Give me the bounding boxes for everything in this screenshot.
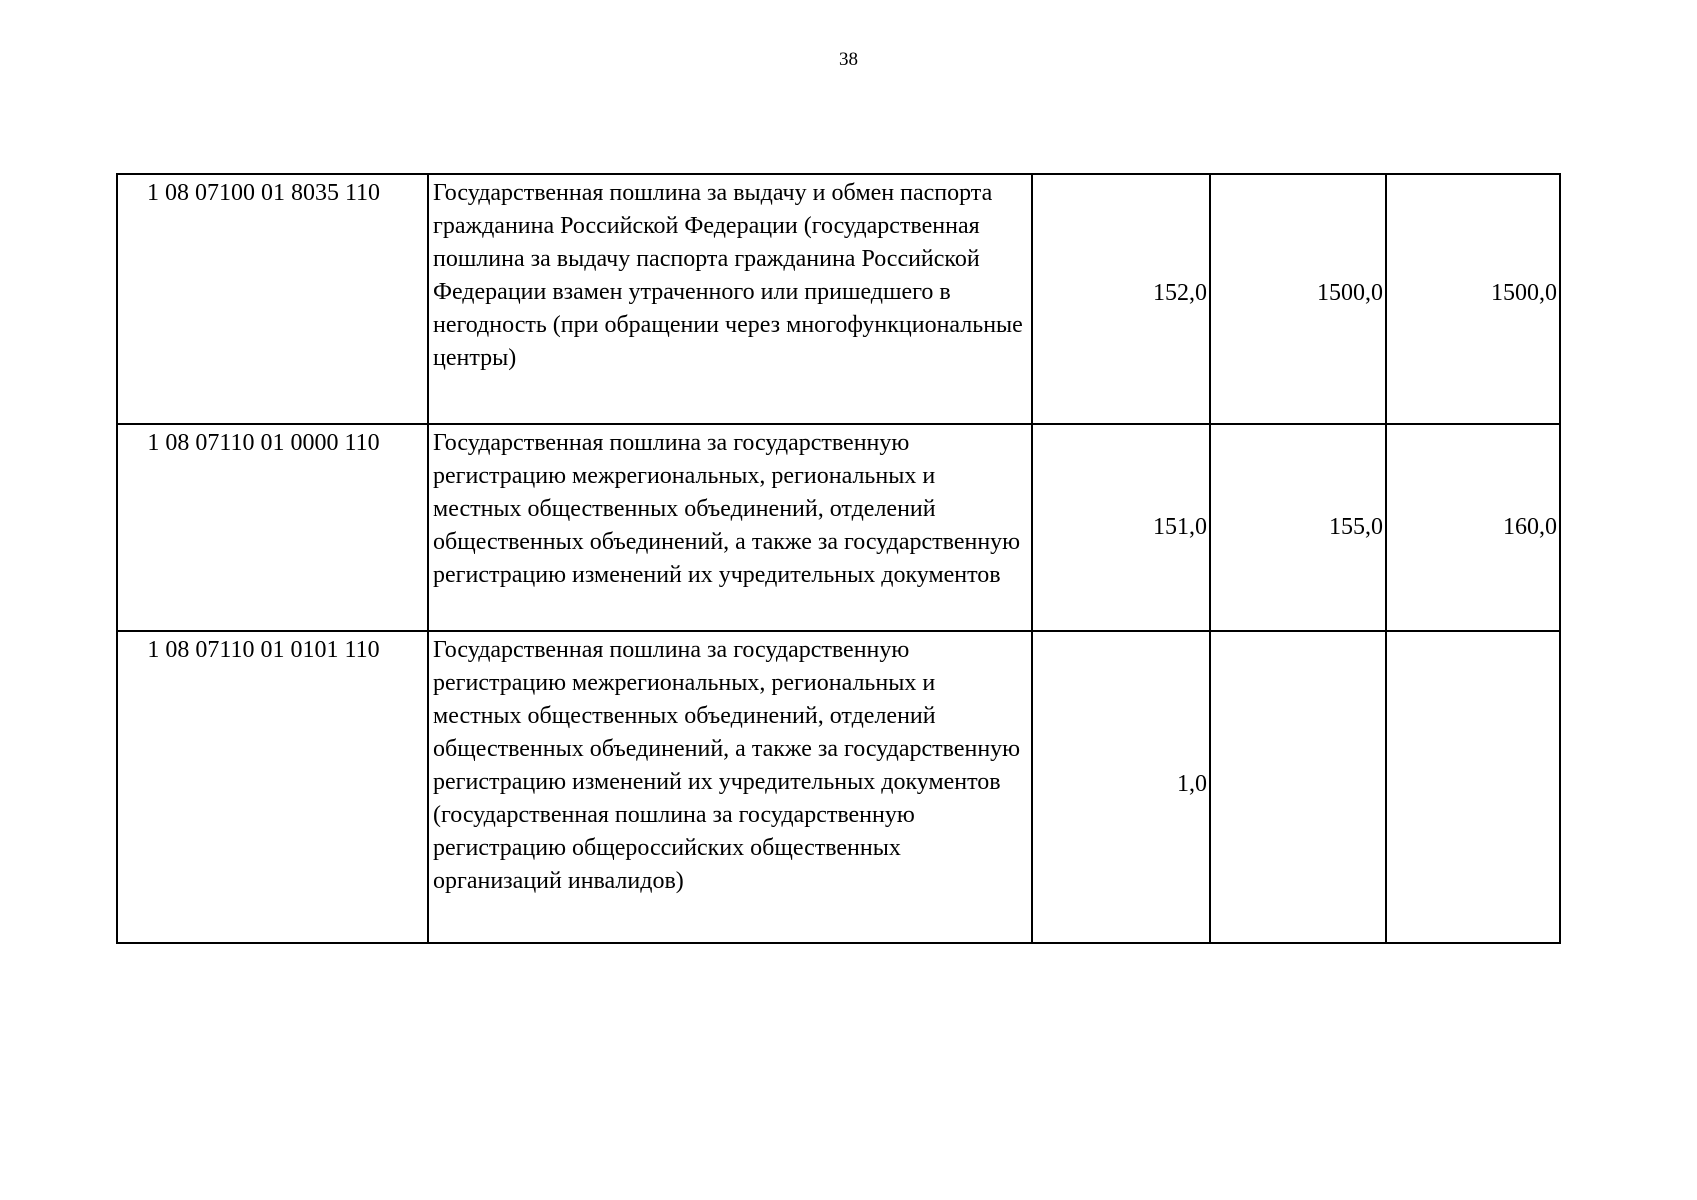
revenue-name-cell: Государственная пошлина за государственную регистрацию межрегиональных, региональных и местных общественных объединений, отделений общественных объединений, а также за государственную регистрацию изменений их учредительных документов (государственная пошлина за государственную регистрацию общероссийских общественных организаций инвалидов): [428, 631, 1032, 943]
value-cell-2: [1210, 631, 1386, 943]
value-cell-2: 155,0: [1210, 424, 1386, 631]
value-cell-1: 151,0: [1032, 424, 1210, 631]
revenue-name-cell: Государственная пошлина за выдачу и обмен паспорта гражданина Российской Федерации (государственная пошлина за выдачу паспорта гражданина Российской Федерации взамен утраченного или пришедшего в негодность (при обращении через многофункциональные центры): [428, 174, 1032, 424]
revenue-table: [116, 173, 1561, 944]
value-cell-3: [1386, 631, 1560, 943]
budget-code-cell: 1 08 07100 01 8035 110: [117, 174, 428, 424]
value-cell-1: 152,0: [1032, 174, 1210, 424]
value-cell-1: 1,0: [1032, 631, 1210, 943]
budget-code-cell: 1 08 07110 01 0101 110: [117, 631, 428, 943]
value-cell-3: 1500,0: [1386, 174, 1560, 424]
value-cell-3: 160,0: [1386, 424, 1560, 631]
budget-code-cell: 1 08 07110 01 0000 110: [117, 424, 428, 631]
table-row: [117, 631, 1560, 943]
page-number: 38: [839, 49, 858, 70]
value-cell-2: 1500,0: [1210, 174, 1386, 424]
revenue-name-cell: Государственная пошлина за государственную регистрацию межрегиональных, региональных и местных общественных объединений, отделений общественных объединений, а также за государственную регистрацию изменений их учредительных документов: [428, 424, 1032, 631]
table-row: [117, 174, 1560, 424]
table-row: [117, 424, 1560, 631]
